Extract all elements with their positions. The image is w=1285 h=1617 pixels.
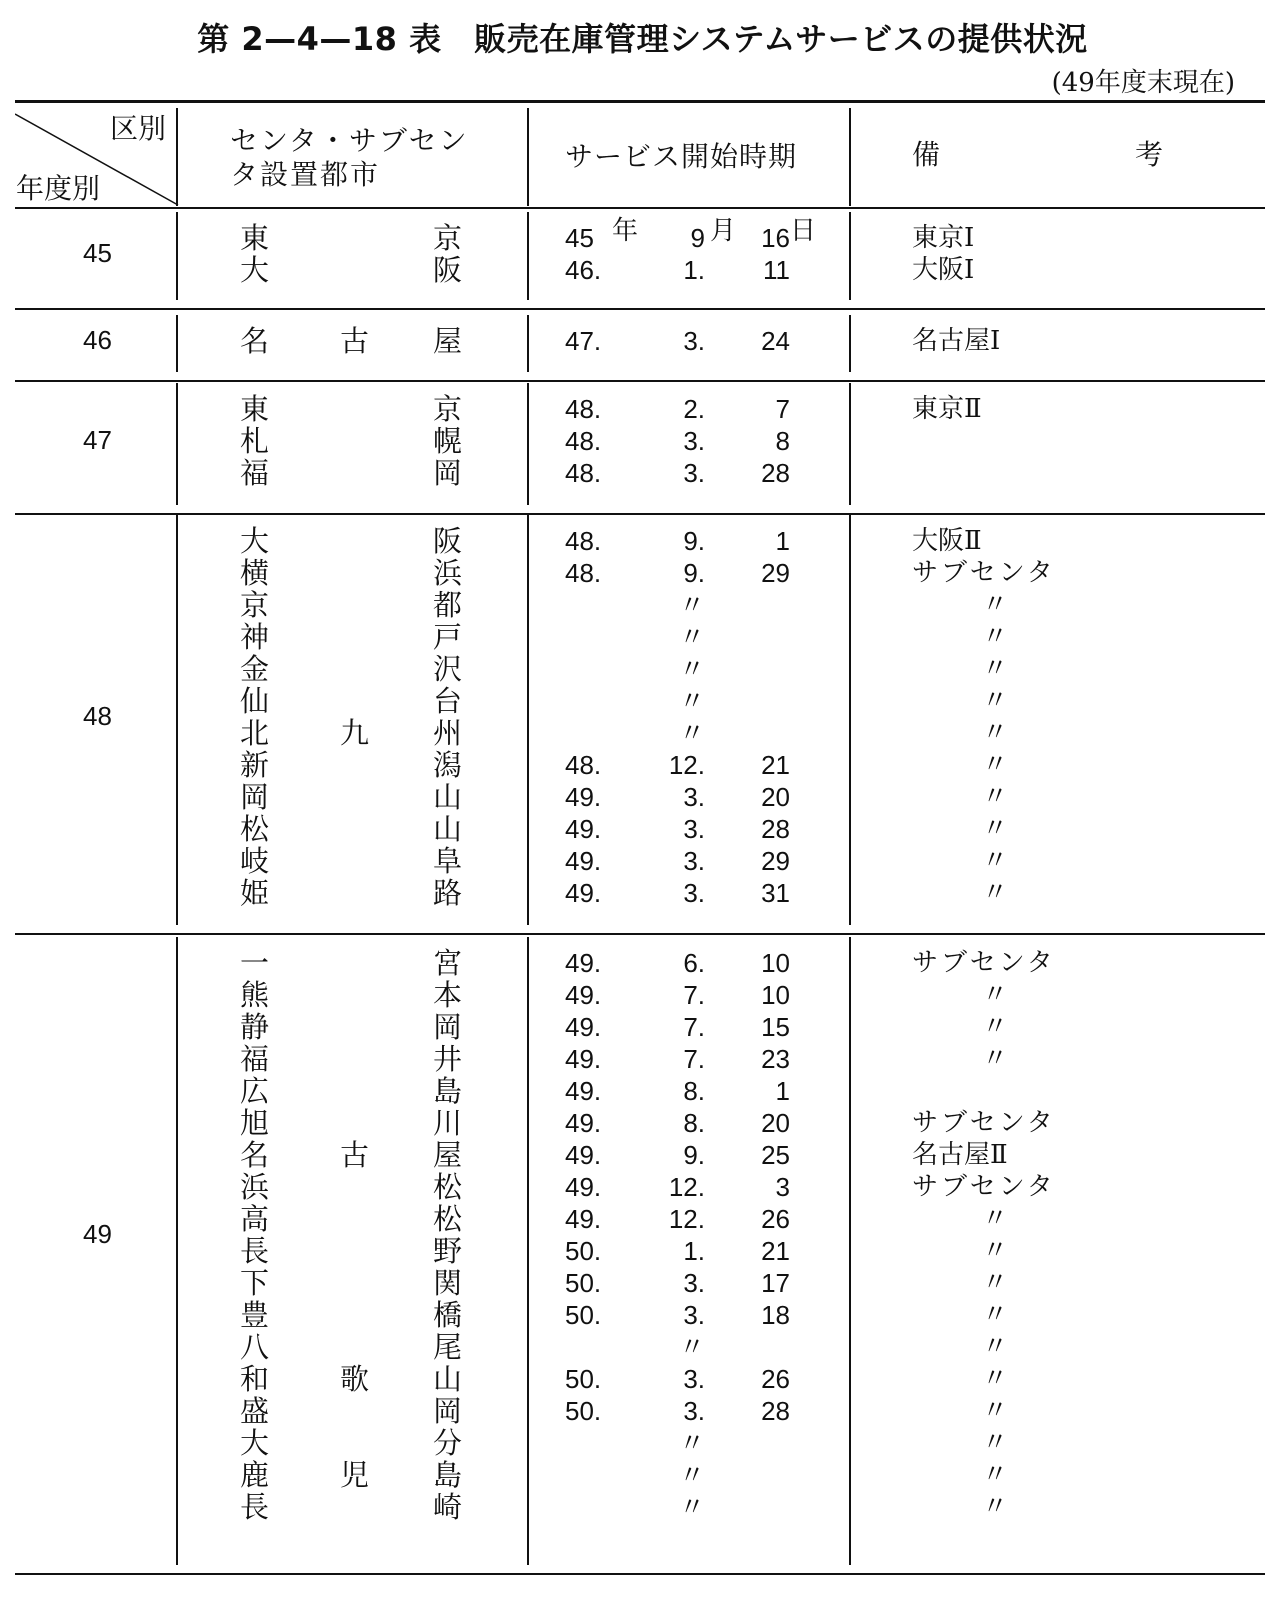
fiscal-year: 46 — [83, 325, 112, 355]
remark: 東京Ⅰ — [912, 223, 975, 253]
column-divider — [849, 515, 851, 925]
city-char-first: 金 — [240, 652, 270, 686]
start-day: 28 — [761, 458, 790, 488]
city-char-last: 分 — [433, 1426, 463, 1460]
city-char-first: 北 — [240, 716, 270, 750]
start-month: 12. — [668, 1204, 705, 1234]
city-char-first: 一 — [240, 946, 270, 980]
city-char-first: 長 — [240, 1490, 270, 1524]
header-nendobetsu: 年度別 — [16, 172, 101, 205]
city-char-last: 州 — [433, 716, 463, 750]
start-year: 50. — [565, 1364, 602, 1394]
start-year: 49. — [565, 1204, 602, 1234]
start-year: 50. — [565, 1268, 602, 1298]
start-month: 〃 — [678, 1492, 705, 1522]
city-char-middle: 古 — [340, 324, 370, 358]
city-char-last: 阜 — [433, 844, 463, 878]
start-month: 6. — [683, 948, 705, 978]
start-day: 24 — [761, 326, 790, 356]
city-char-last: 沢 — [433, 652, 463, 686]
city-char-last: 幌 — [433, 424, 463, 458]
column-divider — [176, 937, 178, 1565]
start-month: 3. — [683, 326, 705, 356]
start-month: 1. — [683, 255, 705, 285]
start-year: 49. — [565, 1108, 602, 1138]
start-day: 21 — [761, 1236, 790, 1266]
start-year: 50. — [565, 1236, 602, 1266]
start-year: 49. — [565, 878, 602, 908]
start-month: 9. — [683, 558, 705, 588]
city-char-first: 静 — [240, 1010, 270, 1044]
city-char-first: 福 — [240, 456, 270, 490]
column-divider — [527, 515, 529, 925]
group-rule — [15, 1573, 1265, 1575]
header-remarks-b: 考 — [1135, 138, 1164, 171]
start-month: 7. — [683, 1044, 705, 1074]
start-year: 48. — [565, 526, 602, 556]
column-divider — [849, 315, 851, 372]
start-day: 25 — [761, 1140, 790, 1170]
remark: 〃 — [982, 1300, 1009, 1330]
remark: 〃 — [982, 654, 1009, 684]
city-char-last: 井 — [433, 1042, 463, 1076]
city-char-first: 松 — [240, 812, 270, 846]
header-center-line2: タ設置都市 — [230, 158, 381, 191]
column-divider — [849, 937, 851, 1565]
remark: 〃 — [982, 814, 1009, 844]
header-column-divider — [849, 108, 851, 206]
start-day: 11 — [763, 255, 790, 285]
city-char-last: 橋 — [433, 1298, 463, 1332]
city-char-first: 名 — [240, 1138, 270, 1172]
remark: サブセンタ — [912, 1172, 1056, 1202]
city-char-first: 下 — [240, 1266, 270, 1300]
start-month: 3. — [683, 1364, 705, 1394]
start-month: 〃 — [678, 1332, 705, 1362]
start-day: 10 — [761, 980, 790, 1010]
city-char-last: 島 — [433, 1074, 463, 1108]
group-rule — [15, 933, 1265, 935]
start-day: 26 — [761, 1204, 790, 1234]
city-char-first: 豊 — [240, 1298, 270, 1332]
group-rule — [15, 380, 1265, 382]
city-char-first: 鹿 — [240, 1458, 270, 1492]
city-char-last: 尾 — [433, 1330, 463, 1364]
start-day: 20 — [761, 1108, 790, 1138]
city-char-last: 野 — [433, 1234, 463, 1268]
remark: 〃 — [982, 1364, 1009, 1394]
city-char-last: 宮 — [433, 946, 463, 980]
city-char-last: 戸 — [433, 620, 463, 654]
start-year: 49. — [565, 814, 602, 844]
header-center-line1: センタ・サブセン — [230, 124, 469, 157]
fiscal-year: 45 — [83, 238, 112, 268]
city-char-last: 崎 — [433, 1490, 463, 1524]
unit-day: 日 — [790, 216, 817, 246]
start-year: 48. — [565, 558, 602, 588]
city-char-last: 山 — [433, 812, 463, 846]
start-month: 〃 — [678, 654, 705, 684]
group-rule — [15, 308, 1265, 310]
start-month: 9. — [683, 1140, 705, 1170]
city-char-first: 京 — [240, 588, 270, 622]
start-day: 28 — [761, 1396, 790, 1426]
header-column-divider — [176, 108, 178, 206]
start-month: 12. — [668, 750, 705, 780]
remark: 〃 — [982, 686, 1009, 716]
table-subtitle: (49年度末現在) — [1051, 68, 1235, 98]
remark: 〃 — [982, 622, 1009, 652]
remark: 大阪Ⅱ — [912, 526, 982, 556]
city-char-last: 山 — [433, 780, 463, 814]
group-rule — [15, 513, 1265, 515]
start-day: 1 — [775, 526, 790, 556]
start-month: 3. — [683, 782, 705, 812]
start-year: 48. — [565, 458, 602, 488]
city-char-first: 八 — [240, 1330, 270, 1364]
remark: 名古屋Ⅰ — [912, 326, 1001, 356]
start-month: 〃 — [678, 590, 705, 620]
remark: 〃 — [982, 782, 1009, 812]
start-month: 12. — [668, 1172, 705, 1202]
remark: 〃 — [982, 1268, 1009, 1298]
city-char-last: 川 — [433, 1106, 463, 1140]
remark: 〃 — [982, 1204, 1009, 1234]
column-divider — [527, 315, 529, 372]
city-char-last: 島 — [433, 1458, 463, 1492]
start-day: 20 — [761, 782, 790, 812]
start-day: 23 — [761, 1044, 790, 1074]
city-char-last: 関 — [433, 1266, 463, 1300]
start-month: 3. — [683, 1396, 705, 1426]
city-char-first: 大 — [240, 524, 270, 558]
start-day: 3 — [775, 1172, 790, 1202]
start-year: 48. — [565, 394, 602, 424]
city-char-last: 阪 — [433, 524, 463, 558]
start-year: 49. — [565, 1172, 602, 1202]
city-char-first: 東 — [240, 392, 270, 426]
remark: サブセンタ — [912, 558, 1056, 588]
city-char-last: 岡 — [433, 456, 463, 490]
start-day: 10 — [761, 948, 790, 978]
start-month: 7. — [683, 1012, 705, 1042]
city-char-last: 山 — [433, 1362, 463, 1396]
start-year: 48. — [565, 750, 602, 780]
start-month: 3. — [683, 814, 705, 844]
remark: 東京Ⅱ — [912, 394, 982, 424]
start-year: 49. — [565, 1076, 602, 1106]
start-month: 7. — [683, 980, 705, 1010]
start-year: 49. — [565, 948, 602, 978]
remark: 〃 — [982, 1012, 1009, 1042]
start-day: 17 — [761, 1268, 790, 1298]
city-char-first: 名 — [240, 324, 270, 358]
column-divider — [527, 383, 529, 505]
remark: サブセンタ — [912, 948, 1056, 978]
start-month: 〃 — [678, 686, 705, 716]
remark: 名古屋Ⅱ — [912, 1140, 1008, 1170]
remark: 大阪Ⅰ — [912, 255, 975, 285]
table-title: 第 2—4—18 表 販売在庫管理システムサービスの提供状況 — [197, 20, 1088, 58]
remark: 〃 — [982, 1332, 1009, 1362]
city-char-last: 岡 — [433, 1010, 463, 1044]
city-char-first: 熊 — [240, 978, 270, 1012]
remark: 〃 — [982, 1492, 1009, 1522]
city-char-last: 台 — [433, 684, 463, 718]
city-char-first: 札 — [240, 424, 270, 458]
column-divider — [849, 212, 851, 300]
start-day: 1 — [775, 1076, 790, 1106]
start-day: 28 — [761, 814, 790, 844]
start-month: 〃 — [678, 1460, 705, 1490]
remark: 〃 — [982, 1396, 1009, 1426]
remark: 〃 — [982, 980, 1009, 1010]
city-char-first: 仙 — [240, 684, 270, 718]
city-char-first: 高 — [240, 1202, 270, 1236]
header-column-divider — [527, 108, 529, 206]
column-divider — [527, 937, 529, 1565]
header-remarks-a: 備 — [912, 138, 941, 171]
remark: 〃 — [982, 1428, 1009, 1458]
start-month: 〃 — [678, 1428, 705, 1458]
start-year: 50. — [565, 1396, 602, 1426]
start-month: 2. — [683, 394, 705, 424]
city-char-last: 京 — [433, 221, 463, 255]
city-char-first: 旭 — [240, 1106, 270, 1140]
city-char-last: 屋 — [433, 324, 463, 358]
city-char-first: 和 — [240, 1362, 270, 1396]
start-month: 3. — [683, 1268, 705, 1298]
remark: 〃 — [982, 878, 1009, 908]
city-char-first: 横 — [240, 556, 270, 590]
start-month: 3. — [683, 846, 705, 876]
remark: 〃 — [982, 1460, 1009, 1490]
city-char-last: 本 — [433, 978, 463, 1012]
city-char-last: 岡 — [433, 1394, 463, 1428]
top-rule — [15, 100, 1265, 103]
start-day: 8 — [775, 426, 790, 456]
start-day: 15 — [761, 1012, 790, 1042]
start-month: 8. — [683, 1108, 705, 1138]
start-year: 48. — [565, 426, 602, 456]
start-year: 49. — [565, 846, 602, 876]
city-char-last: 松 — [433, 1170, 463, 1204]
city-char-first: 長 — [240, 1234, 270, 1268]
start-year: 49. — [565, 782, 602, 812]
start-month: 8. — [683, 1076, 705, 1106]
city-char-middle: 児 — [340, 1458, 370, 1492]
unit-month: 月 — [710, 216, 737, 246]
remark: 〃 — [982, 1236, 1009, 1266]
city-char-first: 浜 — [240, 1170, 270, 1204]
city-char-first: 岡 — [240, 780, 270, 814]
header-kubetsu: 区別 — [110, 112, 167, 145]
column-divider — [849, 383, 851, 505]
city-char-last: 都 — [433, 588, 463, 622]
city-char-first: 新 — [240, 748, 270, 782]
fiscal-year: 48 — [83, 701, 112, 731]
start-year: 45 — [565, 223, 594, 253]
city-char-last: 阪 — [433, 253, 463, 287]
start-year: 46. — [565, 255, 602, 285]
start-day: 21 — [761, 750, 790, 780]
header-service-start: サービス開始時期 — [565, 140, 798, 173]
start-day: 29 — [761, 846, 790, 876]
remark: 〃 — [982, 590, 1009, 620]
start-year: 49. — [565, 1044, 602, 1074]
city-char-first: 東 — [240, 221, 270, 255]
city-char-first: 姫 — [240, 876, 270, 910]
header-rule — [15, 207, 1265, 209]
city-char-last: 浜 — [433, 556, 463, 590]
start-month: 3. — [683, 1300, 705, 1330]
city-char-first: 広 — [240, 1074, 270, 1108]
unit-year: 年 — [612, 216, 639, 246]
fiscal-year: 49 — [83, 1219, 112, 1249]
remark: 〃 — [982, 846, 1009, 876]
remark: 〃 — [982, 718, 1009, 748]
column-divider — [527, 212, 529, 300]
start-month: 3. — [683, 426, 705, 456]
remark: サブセンタ — [912, 1108, 1056, 1138]
start-month: 3. — [683, 458, 705, 488]
start-day: 18 — [761, 1300, 790, 1330]
start-month: 3. — [683, 878, 705, 908]
start-day: 7 — [775, 394, 790, 424]
city-char-middle: 歌 — [340, 1362, 370, 1396]
start-month: 9 — [690, 223, 705, 253]
city-char-first: 神 — [240, 620, 270, 654]
city-char-last: 潟 — [433, 748, 463, 782]
start-month: 1. — [683, 1236, 705, 1266]
start-year: 49. — [565, 1140, 602, 1170]
city-char-first: 盛 — [240, 1394, 270, 1428]
city-char-last: 京 — [433, 392, 463, 426]
remark: 〃 — [982, 1044, 1009, 1074]
remark: 〃 — [982, 750, 1009, 780]
city-char-first: 福 — [240, 1042, 270, 1076]
start-day: 31 — [761, 878, 790, 908]
start-day: 26 — [761, 1364, 790, 1394]
city-char-first: 岐 — [240, 844, 270, 878]
start-day: 16 — [761, 223, 790, 253]
start-day: 29 — [761, 558, 790, 588]
start-month: 〃 — [678, 718, 705, 748]
city-char-last: 松 — [433, 1202, 463, 1236]
city-char-last: 屋 — [433, 1138, 463, 1172]
start-month: 〃 — [678, 622, 705, 652]
start-year: 50. — [565, 1300, 602, 1330]
start-year: 49. — [565, 980, 602, 1010]
city-char-last: 路 — [433, 876, 463, 910]
start-year: 49. — [565, 1012, 602, 1042]
city-char-middle: 古 — [340, 1138, 370, 1172]
city-char-middle: 九 — [340, 716, 370, 750]
city-char-first: 大 — [240, 1426, 270, 1460]
city-char-first: 大 — [240, 253, 270, 287]
start-year: 47. — [565, 326, 602, 356]
fiscal-year: 47 — [83, 425, 112, 455]
start-month: 9. — [683, 526, 705, 556]
